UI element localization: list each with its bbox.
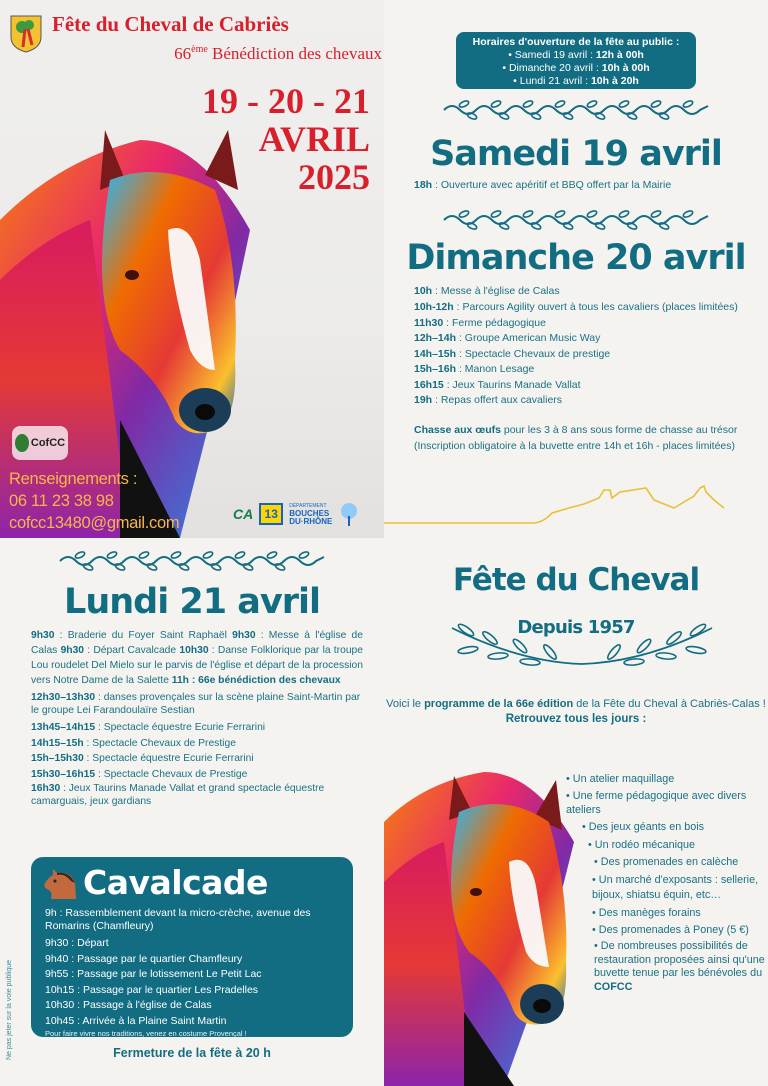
egg-hunt: Chasse aux œufs pour les 3 à 8 ans sous forme de chasse au trésor (Inscription obligatoire à la buvette entre 14h et 16h - places limitées) xyxy=(414,423,738,452)
litter-notice: Ne pas jeter sur la voie publique xyxy=(6,959,13,1060)
vine-divider-icon xyxy=(442,100,710,120)
activities-list xyxy=(566,772,766,997)
daily-heading: Retrouvez tous les jours : xyxy=(505,713,647,725)
activity-item: • Un rodéo mécanique xyxy=(588,839,696,851)
monday-afternoon-block xyxy=(31,691,363,808)
activity-item: • Un marché d'exposants : sellerie, bijoux, shiatsu équin, etc… xyxy=(592,873,759,901)
cavalcade-item: 9h30 : Départ xyxy=(45,937,109,949)
fete-intro: Voici le programme de la 66e édition de la Fête du Cheval à Cabriès-Calas ! Retrouvez tous les jours : xyxy=(384,697,768,727)
credit-agricole-logo: CA xyxy=(233,506,254,522)
activity-item: • Des jeux géants en bois xyxy=(582,821,705,833)
closing-time: Fermeture de la fête à 20 h xyxy=(113,1046,271,1060)
village-skyline-icon xyxy=(384,478,768,528)
cavalcade-list xyxy=(45,907,345,1039)
cavalcade-item: 9h55 : Passage par le lotissement Le Petit Lac xyxy=(45,968,262,980)
saturday-schedule xyxy=(414,178,754,194)
poster-dates: 19 - 20 - 21 AVRIL 2025 xyxy=(202,81,370,197)
cofcc-logo: CofCC xyxy=(12,426,68,460)
sunday-title: Dimanche 20 avril xyxy=(406,238,746,278)
activity-item: • Une ferme pédagogique avec divers ateliers xyxy=(566,790,747,816)
costume-note: Pour faire vivre nos traditions, venez en costume Provençal ! xyxy=(45,1029,247,1038)
cavalcade-item: 10h45 : Arrivée à la Plaine Saint Martin xyxy=(45,1014,227,1027)
cavalcade-item: 10h15 : Passage par le quartier Les Pradelles xyxy=(45,983,259,996)
contact-label: Renseignements : xyxy=(9,470,138,488)
fete-title: Fête du Cheval xyxy=(452,562,700,598)
schedule-item: 15h–16h : Manon Lesage xyxy=(414,363,535,375)
cd13-logo: 13 xyxy=(259,503,283,525)
schedule-item: 13h45–14h15 : Spectacle équestre Ecurie Ferrarini xyxy=(31,722,266,733)
tree-icon xyxy=(338,502,360,526)
monday-schedule xyxy=(31,628,363,808)
vine-divider-icon xyxy=(442,210,710,230)
schedule-item: 15h–15h30 : Spectacle équestre Ecurie Ferrarini xyxy=(31,753,254,764)
contact-email[interactable]: cofcc13480@gmail.com xyxy=(9,514,180,532)
activity-item: • Un atelier maquillage xyxy=(566,773,675,785)
cofcc-emblem-icon xyxy=(15,434,29,452)
poster-title: Fête du Cheval de Cabriès xyxy=(52,12,289,36)
schedule-item: 10h-12h : Parcours Agility ouvert à tous les cavaliers (places limitées) xyxy=(414,300,738,313)
contact-info xyxy=(9,468,179,534)
cavalcade-box xyxy=(31,857,353,1037)
cavalcade-item: 9h : Rassemblement devant la micro-crèche, avenue des Romarins (Chamfleury) xyxy=(45,907,311,932)
fete-since: Depuis 1957 xyxy=(517,617,635,638)
schedule-item: 15h30–16h15 : Spectacle Chevaux de Prestige xyxy=(31,768,248,780)
schedule-item: 16h30 : Jeux Taurins Manade Vallat et grand spectacle équestre camarguais, jeux gardians xyxy=(31,783,325,807)
poster-panel xyxy=(0,0,384,538)
sponsor-logos xyxy=(233,502,360,526)
cavalcade-item: 9h40 : Passage par le quartier Chamfleury xyxy=(45,952,243,965)
hours-line-monday: • Lundi 21 avril : 10h à 20h xyxy=(513,75,639,87)
poster-subtitle: 66ème Bénédiction des chevaux xyxy=(174,44,382,63)
activity-item: • Des promenades en calèche xyxy=(594,856,739,868)
activity-item: • De nombreuses possibilités de restauration proposées ainsi qu'une buvette tenue par les bénévoles du COFCC xyxy=(594,940,765,993)
cavalcade-item: 10h30 : Passage à l'église de Calas xyxy=(45,999,212,1011)
monday-title: Lundi 21 avril xyxy=(64,582,320,622)
schedule-item: 11h30 : Ferme pédagogique xyxy=(414,316,546,329)
schedule-item: 12h–14h : Groupe American Music Way xyxy=(414,332,601,344)
horse-head-icon xyxy=(43,867,77,901)
schedule-item: 16h15 : Jeux Taurins Manade Vallat xyxy=(414,378,581,391)
activity-item: • Des manèges forains xyxy=(592,906,701,919)
hours-line-saturday: • Samedi 19 avril : 12h à 00h xyxy=(508,49,644,61)
opening-hours-title: Horaires d'ouverture de la fête au public : xyxy=(472,36,680,48)
opening-hours-box xyxy=(456,32,696,89)
hours-line-sunday: • Dimanche 20 avril : 10h à 00h xyxy=(502,62,650,74)
saturday-title: Samedi 19 avril xyxy=(430,134,722,174)
schedule-item: 14h–15h : Spectacle Chevaux de prestige xyxy=(414,347,611,360)
cavalcade-title: Cavalcade xyxy=(83,863,268,902)
bouches-du-rhone-logo: DÉPARTEMENT BOUCHES DU·RHÔNE xyxy=(289,503,333,526)
schedule-item: 14h15–15h : Spectacle Chevaux de Prestige xyxy=(31,737,236,749)
cabries-crest-icon xyxy=(10,15,42,53)
schedule-item: 18h : Ouverture avec apéritif et BBQ offert par la Mairie xyxy=(414,179,672,191)
schedule-item: 19h : Repas offert aux cavaliers xyxy=(414,394,563,406)
schedule-item: 12h30–13h30 : danses provençales sur la scène plaine Saint-Martin par le groupe Lei Farandoulaïre Sestian xyxy=(31,692,361,716)
activity-item: • Des promenades à Poney (5 €) xyxy=(592,923,749,936)
monday-morning-block: 9h30 : Braderie du Foyer Saint Raphaël 9h30 : Messe à l'église de Calas 9h30 : Départ Cavalcade 10h30 : Danse Folklorique par la troupe Lou roudelet Del Mielo sur le parvis de l'église et départ de la procession vers Notre Dame de la Salette 11h : 66e bénédiction des chevaux xyxy=(31,630,364,686)
vine-divider-icon xyxy=(58,551,326,571)
schedule-item: 10h : Messe à l'église de Calas xyxy=(414,285,560,297)
sunday-schedule xyxy=(414,284,754,454)
contact-phone[interactable]: 06 11 23 38 98 xyxy=(9,492,114,510)
colorful-horse-illustration xyxy=(384,762,584,1086)
